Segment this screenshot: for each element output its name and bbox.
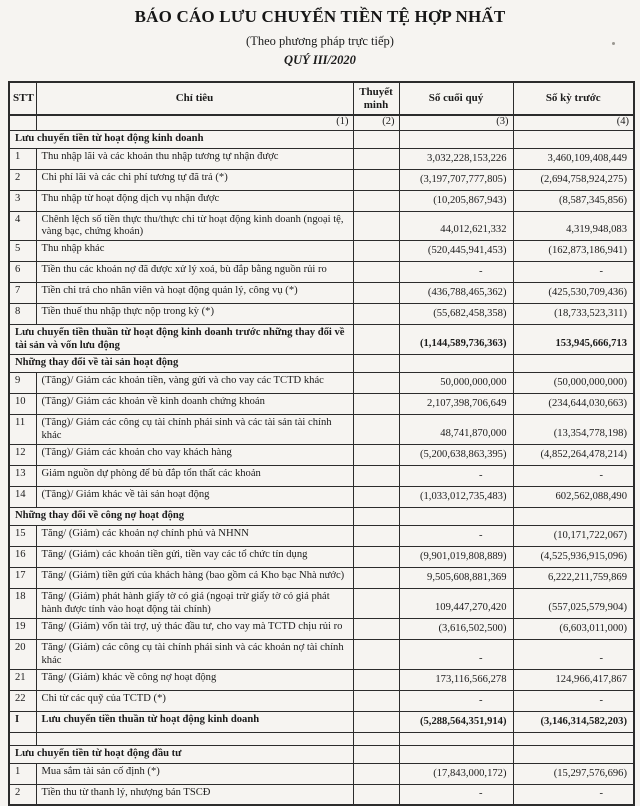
stt-cell: 2 (9, 169, 36, 190)
item-row (9, 148, 634, 169)
stt-cell: 12 (9, 445, 36, 466)
stt-cell: 15 (9, 526, 36, 547)
stt-cell: 20 (9, 639, 36, 669)
note-cell (353, 526, 399, 547)
current-value: (10,205,867,943) (399, 190, 513, 211)
stt-cell: 14 (9, 487, 36, 508)
item-row (9, 169, 634, 190)
column-number-3: (3) (399, 115, 513, 130)
stt-cell: 21 (9, 669, 36, 690)
stt-cell: 13 (9, 466, 36, 487)
note-cell (353, 283, 399, 304)
row-label: Mua sắm tài sản cố định (*) (36, 763, 353, 784)
note-cell (353, 211, 399, 241)
item-row (9, 190, 634, 211)
report-header (0, 0, 640, 68)
current-value: 173,116,566,278 (399, 669, 513, 690)
row-label: Tăng/ (Giảm) các khoản nợ chính phủ và NHNN (36, 526, 353, 547)
prior-value: 3,460,109,408,449 (513, 148, 634, 169)
total-row (9, 711, 634, 732)
col-header-thuyet-minh: Thuyết minh (353, 82, 399, 115)
report-method: (Theo phương pháp trực tiếp) (246, 34, 394, 48)
stt-cell: 7 (9, 283, 36, 304)
current-value: 109,447,270,420 (399, 589, 513, 619)
item-row (9, 466, 634, 487)
prior-value: 602,562,088,490 (513, 487, 634, 508)
prior-value: (4,525,936,915,096) (513, 547, 634, 568)
item-row (9, 589, 634, 619)
current-value: (9,901,019,808,889) (399, 547, 513, 568)
note-cell (353, 732, 399, 745)
note-cell (353, 784, 399, 805)
item-row (9, 487, 634, 508)
row-label: (Tăng)/ Giảm các khoản cho vay khách hàng (36, 445, 353, 466)
stt-cell: 22 (9, 690, 36, 711)
stt-cell: 9 (9, 373, 36, 394)
current-value: (520,445,941,453) (399, 241, 513, 262)
note-cell (353, 763, 399, 784)
col-header-so-cuoi-quy: Số cuối quý (399, 82, 513, 115)
stt-cell: 5 (9, 241, 36, 262)
section-row (9, 508, 634, 526)
column-number-empty (9, 115, 36, 130)
row-label: Chênh lệch số tiền thực thu/thực chi từ hoạt động kinh doanh (ngoại tệ, vàng bạc, chứng khoán) (36, 211, 353, 241)
note-cell (353, 589, 399, 619)
item-row (9, 669, 634, 690)
current-value: 50,000,000,000 (399, 373, 513, 394)
col-header-stt: STT (9, 82, 36, 115)
note-cell (353, 508, 399, 526)
row-label: Tăng/ (Giảm) vốn tài trợ, uỷ thác đầu tư, cho vay mà TCTD chịu rủi ro (36, 618, 353, 639)
column-number-row (9, 115, 634, 130)
column-number-1: (1) (36, 115, 353, 130)
note-cell (353, 169, 399, 190)
item-row (9, 526, 634, 547)
prior-value: (6,603,011,000) (513, 618, 634, 639)
col-header-chi-tieu: Chỉ tiêu (36, 82, 353, 115)
total-row (9, 325, 634, 355)
note-cell (353, 262, 399, 283)
stt-cell: I (9, 711, 36, 732)
item-row (9, 547, 634, 568)
prior-value: (162,873,186,941) (513, 241, 634, 262)
current-value: (1,033,012,735,483) (399, 487, 513, 508)
report-period: QUÝ III/2020 (284, 53, 356, 67)
current-value: (3,616,502,500) (399, 618, 513, 639)
prior-value: - (513, 639, 634, 669)
note-cell (353, 241, 399, 262)
prior-value: (3,146,314,582,203) (513, 711, 634, 732)
note-cell (353, 445, 399, 466)
item-row (9, 568, 634, 589)
prior-value (513, 130, 634, 148)
note-cell (353, 711, 399, 732)
item-row (9, 639, 634, 669)
note-cell (353, 130, 399, 148)
prior-value (513, 355, 634, 373)
prior-value: (10,171,722,067) (513, 526, 634, 547)
row-label: Tăng/ (Giảm) các khoản tiền gửi, tiền vay các tổ chức tín dụng (36, 547, 353, 568)
section-row (9, 745, 634, 763)
row-label: Chi từ các quỹ của TCTD (*) (36, 690, 353, 711)
note-cell (353, 394, 399, 415)
note-cell (353, 415, 399, 445)
row-label: Tiền chi trả cho nhân viên và hoạt động quản lý, công vụ (*) (36, 283, 353, 304)
note-cell (353, 325, 399, 355)
stt-cell: 4 (9, 211, 36, 241)
header-row (9, 82, 634, 115)
prior-value (513, 732, 634, 745)
prior-value: - (513, 784, 634, 805)
note-cell (353, 639, 399, 669)
item-row (9, 763, 634, 784)
current-value: 9,505,608,881,369 (399, 568, 513, 589)
prior-value (513, 745, 634, 763)
section-title: Lưu chuyển tiền từ hoạt động đầu tư (9, 745, 353, 763)
column-number-2: (2) (353, 115, 399, 130)
stt-cell: 6 (9, 262, 36, 283)
row-label: Tăng/ (Giảm) khác về công nợ hoạt động (36, 669, 353, 690)
table-body (9, 130, 634, 805)
stt-cell: 2 (9, 784, 36, 805)
row-label: Tăng/ (Giảm) tiền gửi của khách hàng (bao gồm cả Kho bạc Nhà nước) (36, 568, 353, 589)
row-label: Tăng/ (Giảm) phát hành giấy tờ có giá (ngoại trừ giấy tờ có giá phát hành được tính vào hoạt động tài chính) (36, 589, 353, 619)
row-label: Tiền thuế thu nhập thực nộp trong kỳ (*) (36, 304, 353, 325)
prior-value (513, 508, 634, 526)
prior-value: 4,319,948,083 (513, 211, 634, 241)
row-label: Chi phí lãi và các chi phí tương tự đã trả (*) (36, 169, 353, 190)
current-value (399, 508, 513, 526)
row-label: Thu nhập từ hoạt động dịch vụ nhận được (36, 190, 353, 211)
prior-value: (4,852,264,478,214) (513, 445, 634, 466)
current-value: 44,012,621,332 (399, 211, 513, 241)
note-cell (353, 568, 399, 589)
item-row (9, 262, 634, 283)
stt-cell: 17 (9, 568, 36, 589)
item-row (9, 394, 634, 415)
row-label: Tiền thu các khoản nợ đã được xử lý xoá, bù đắp bằng nguồn rủi ro (36, 262, 353, 283)
prior-value: (13,354,778,198) (513, 415, 634, 445)
current-value: (3,197,707,777,805) (399, 169, 513, 190)
note-cell (353, 190, 399, 211)
item-row (9, 373, 634, 394)
item-row (9, 784, 634, 805)
current-value: (17,843,000,172) (399, 763, 513, 784)
section-row (9, 130, 634, 148)
stt-cell: 1 (9, 148, 36, 169)
current-value: (5,288,564,351,914) (399, 711, 513, 732)
row-label: Lưu chuyển tiền thuần từ hoạt động kinh doanh (36, 711, 353, 732)
row-label: Thu nhập lãi và các khoản thu nhập tương tự nhận được (36, 148, 353, 169)
prior-value: (50,000,000,000) (513, 373, 634, 394)
current-value (399, 732, 513, 745)
row-label: (Tăng)/ Giảm các khoản tiền, vàng gửi và cho vay các TCTD khác (36, 373, 353, 394)
row-label: Tiền thu từ thanh lý, nhượng bán TSCĐ (36, 784, 353, 805)
note-cell (353, 669, 399, 690)
prior-value: (557,025,579,904) (513, 589, 634, 619)
item-row (9, 304, 634, 325)
current-value (399, 745, 513, 763)
prior-value: - (513, 466, 634, 487)
current-value: (55,682,458,358) (399, 304, 513, 325)
prior-value: 6,222,211,759,869 (513, 568, 634, 589)
row-label: Thu nhập khác (36, 241, 353, 262)
note-cell (353, 690, 399, 711)
prior-value: (2,694,758,924,275) (513, 169, 634, 190)
note-cell (353, 304, 399, 325)
note-cell (353, 487, 399, 508)
current-value (399, 355, 513, 373)
current-value: (1,144,589,736,363) (399, 325, 513, 355)
spacer-row (9, 732, 634, 745)
current-value: - (399, 784, 513, 805)
section-title: Những thay đổi về công nợ hoạt động (9, 508, 353, 526)
cash-flow-table (8, 81, 635, 806)
section-title: Lưu chuyển tiền từ hoạt động kinh doanh (9, 130, 353, 148)
prior-value: (18,733,523,311) (513, 304, 634, 325)
stt-cell: 3 (9, 190, 36, 211)
note-cell (353, 547, 399, 568)
row-label: (Tăng)/ Giảm các công cụ tài chính phái sinh và các tài sản tài chính khác (36, 415, 353, 445)
current-value: - (399, 526, 513, 547)
item-row (9, 618, 634, 639)
current-value: - (399, 690, 513, 711)
item-row (9, 690, 634, 711)
note-cell (353, 148, 399, 169)
current-value: 2,107,398,706,649 (399, 394, 513, 415)
item-row (9, 211, 634, 241)
stt-cell: 16 (9, 547, 36, 568)
current-value (399, 130, 513, 148)
item-row (9, 415, 634, 445)
row-label: Lưu chuyển tiền thuần từ hoạt động kinh doanh trước những thay đổi về tài sản và vốn lưu động (9, 325, 353, 355)
current-value: - (399, 639, 513, 669)
stt-cell: 18 (9, 589, 36, 619)
note-cell (353, 355, 399, 373)
column-number-4: (4) (513, 115, 634, 130)
current-value: - (399, 466, 513, 487)
col-header-so-ky-truoc: Số kỳ trước (513, 82, 634, 115)
current-value: - (399, 262, 513, 283)
item-row (9, 283, 634, 304)
row-label: (Tăng)/ Giảm khác về tài sản hoạt động (36, 487, 353, 508)
scan-artifact-dot (612, 42, 615, 45)
row-label (36, 732, 353, 745)
current-value: 48,741,870,000 (399, 415, 513, 445)
note-cell (353, 466, 399, 487)
item-row (9, 445, 634, 466)
note-cell (353, 745, 399, 763)
stt-cell (9, 732, 36, 745)
stt-cell: 11 (9, 415, 36, 445)
row-label: (Tăng)/ Giảm các khoản về kinh doanh chứng khoán (36, 394, 353, 415)
current-value: (436,788,465,362) (399, 283, 513, 304)
row-label: Giảm nguồn dự phòng để bù đắp tổn thất các khoản (36, 466, 353, 487)
stt-cell: 19 (9, 618, 36, 639)
prior-value: - (513, 690, 634, 711)
current-value: (5,200,638,863,395) (399, 445, 513, 466)
section-row (9, 355, 634, 373)
prior-value: (15,297,576,696) (513, 763, 634, 784)
stt-cell: 10 (9, 394, 36, 415)
item-row (9, 241, 634, 262)
note-cell (353, 618, 399, 639)
section-title: Những thay đổi về tài sản hoạt động (9, 355, 353, 373)
note-cell (353, 373, 399, 394)
prior-value: (234,644,030,663) (513, 394, 634, 415)
report-title: BÁO CÁO LƯU CHUYỂN TIỀN TỆ HỢP NHẤT (134, 7, 506, 26)
prior-value: 124,966,417,867 (513, 669, 634, 690)
prior-value: (425,530,709,436) (513, 283, 634, 304)
prior-value: (8,587,345,856) (513, 190, 634, 211)
current-value: 3,032,228,153,226 (399, 148, 513, 169)
row-label: Tăng/ (Giảm) các công cụ tài chính phái sinh và các khoản nợ tài chính khác (36, 639, 353, 669)
prior-value: - (513, 262, 634, 283)
stt-cell: 1 (9, 763, 36, 784)
prior-value: 153,945,666,713 (513, 325, 634, 355)
stt-cell: 8 (9, 304, 36, 325)
